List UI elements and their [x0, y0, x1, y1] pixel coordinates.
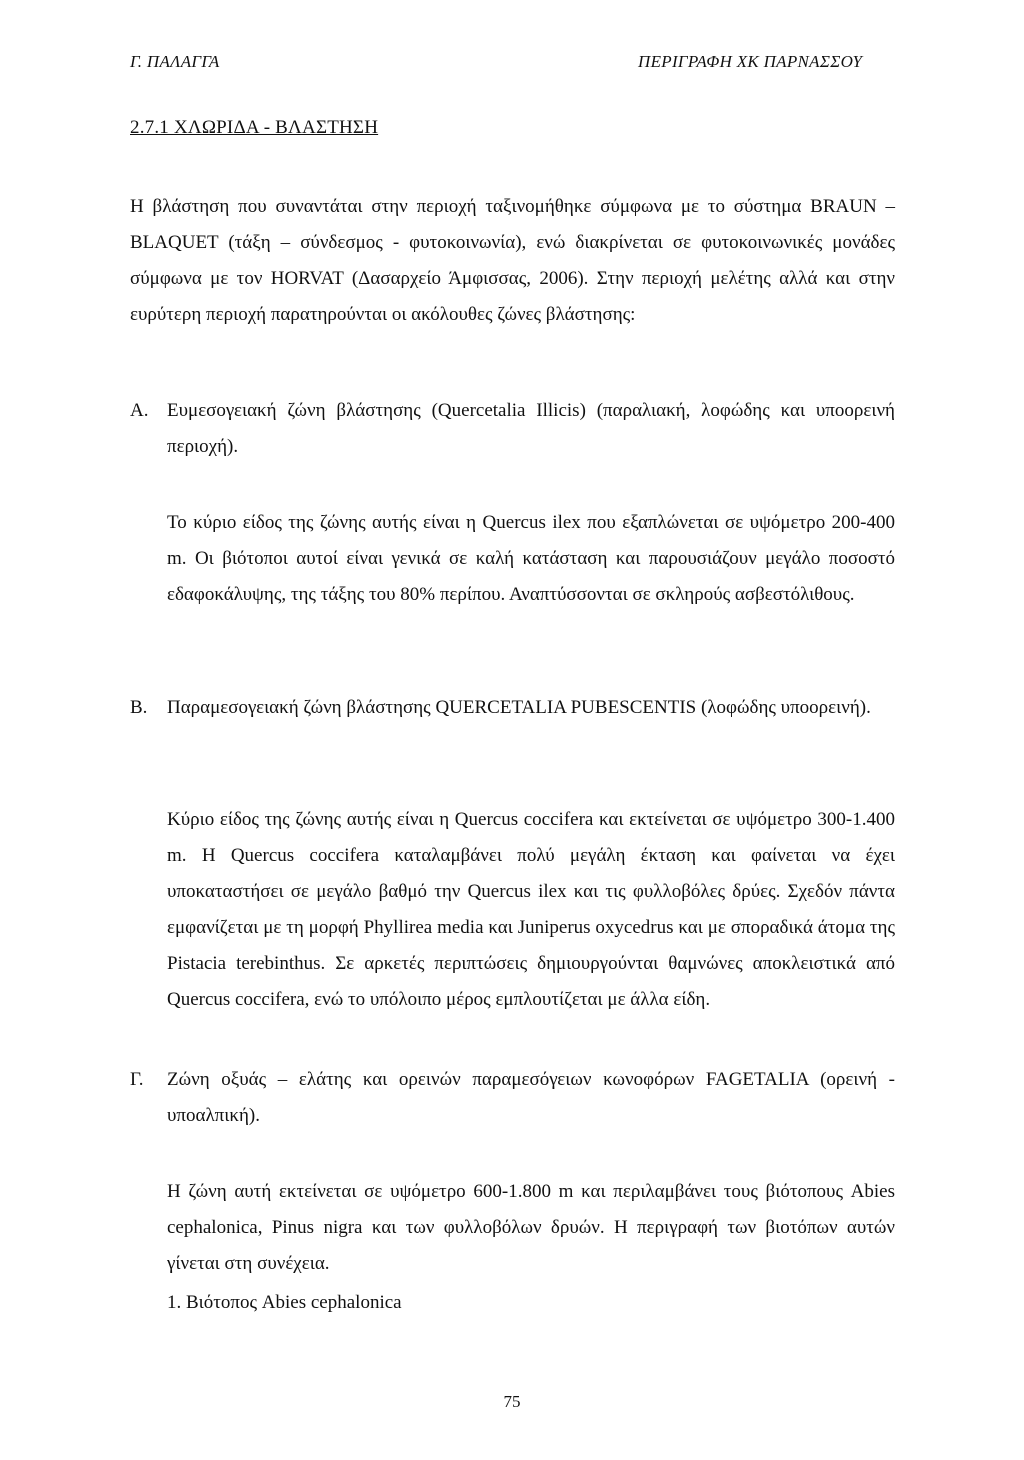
zone-c-heading [130, 1062, 895, 1134]
zone-c-marker: Γ. [130, 1069, 144, 1090]
zone-b-heading-text: Παραμεσογειακή ζώνη βλάστησης QUERCETALIA PUBESCENTIS (λοφώδης υποορεινή). [167, 697, 871, 718]
header-document-title: ΠΕΡΙΓΡΑΦΗ ΧΚ ΠΑΡΝΑΣΣΟΥ [638, 52, 863, 71]
zone-b-description: Κύριο είδος της ζώνης αυτής είναι η Quercus coccifera και εκτείνεται σε υψόμετρο 300-1.400 m. Η Quercus coccifera καταλαμβάνει πολύ μεγάλη έκταση και φαίνεται να έχει υποκαταστήσει σε μεγάλο βαθμό την Quercus ilex και τις φυλλοβόλες δρύες. Σχεδόν πάντα εμφανίζεται με τη μορφή Phyllirea media και Juniperus oxycedrus και με σποραδικά άτομα της Pistacia terebinthus. Σε αρκετές περιπτώσεις δημιουργούνται θαμνώνες αποκλειστικά από Quercus coccifera, ενώ το υπόλοιπο μέρος εμπλουτίζεται με άλλα είδη. [167, 809, 895, 1010]
zone-a-marker: Α. [130, 400, 149, 421]
zone-a-heading-text: Ευμεσογειακή ζώνη βλάστησης (Quercetalia Illicis) (παραλιακή, λοφώδης και υποορεινή περιοχή). [167, 400, 895, 457]
subsection-item: 1. Βιότοπος Abies cephalonica [167, 1292, 402, 1313]
zone-b-marker: Β. [130, 697, 148, 718]
zone-a-description: Το κύριο είδος της ζώνης αυτής είναι η Quercus ilex που εξαπλώνεται σε υψόμετρο 200-400 m. Οι βιότοποι αυτοί είναι γενικά σε καλή κατάσταση και παρουσιάζουν μεγάλο ποσοστό εδαφοκάλυψης, της τάξης του 80% περίπου. Αναπτύσσονται σε σκληρούς ασβεστόλιθους. [167, 512, 895, 605]
zone-a-heading [130, 393, 895, 465]
zone-b-heading [130, 690, 895, 726]
intro-paragraph: Η βλάστηση που συναντάται στην περιοχή ταξινομήθηκε σύμφωνα με το σύστημα BRAUN – BLAQUET (τάξη – σύνδεσμος - φυτοκοινωνία), ενώ διακρίνεται σε φυτοκοινωνικές μονάδες σύμφωνα με τον HORVAT (Δασαρχείο Άμφισσας, 2006). Στην περιοχή μελέτης αλλά και στην ευρύτερη περιοχή παρατηρούνται οι ακόλουθες ζώνες βλάστησης: [130, 196, 895, 325]
zone-c-heading-text: Ζώνη οξυάς – ελάτης και ορεινών παραμεσόγειων κωνοφόρων FAGETALIA (ορεινή - υποαλπική). [167, 1069, 895, 1126]
page-number: 75 [503, 1392, 521, 1411]
header-author: Γ. ΠΑΛΑΓΓΑ [130, 52, 220, 71]
zone-c-description: Η ζώνη αυτή εκτείνεται σε υψόμετρο 600-1.800 m και περιλαμβάνει τους βιότοπους Abies cephalonica, Pinus nigra και των φυλλοβόλων δρυών. Η περιγραφή των βιοτόπων αυτών γίνεται στη συνέχεια. [167, 1181, 895, 1274]
section-title: 2.7.1 ΧΛΩΡΙΔΑ - ΒΛΑΣΤΗΣΗ [130, 117, 379, 138]
